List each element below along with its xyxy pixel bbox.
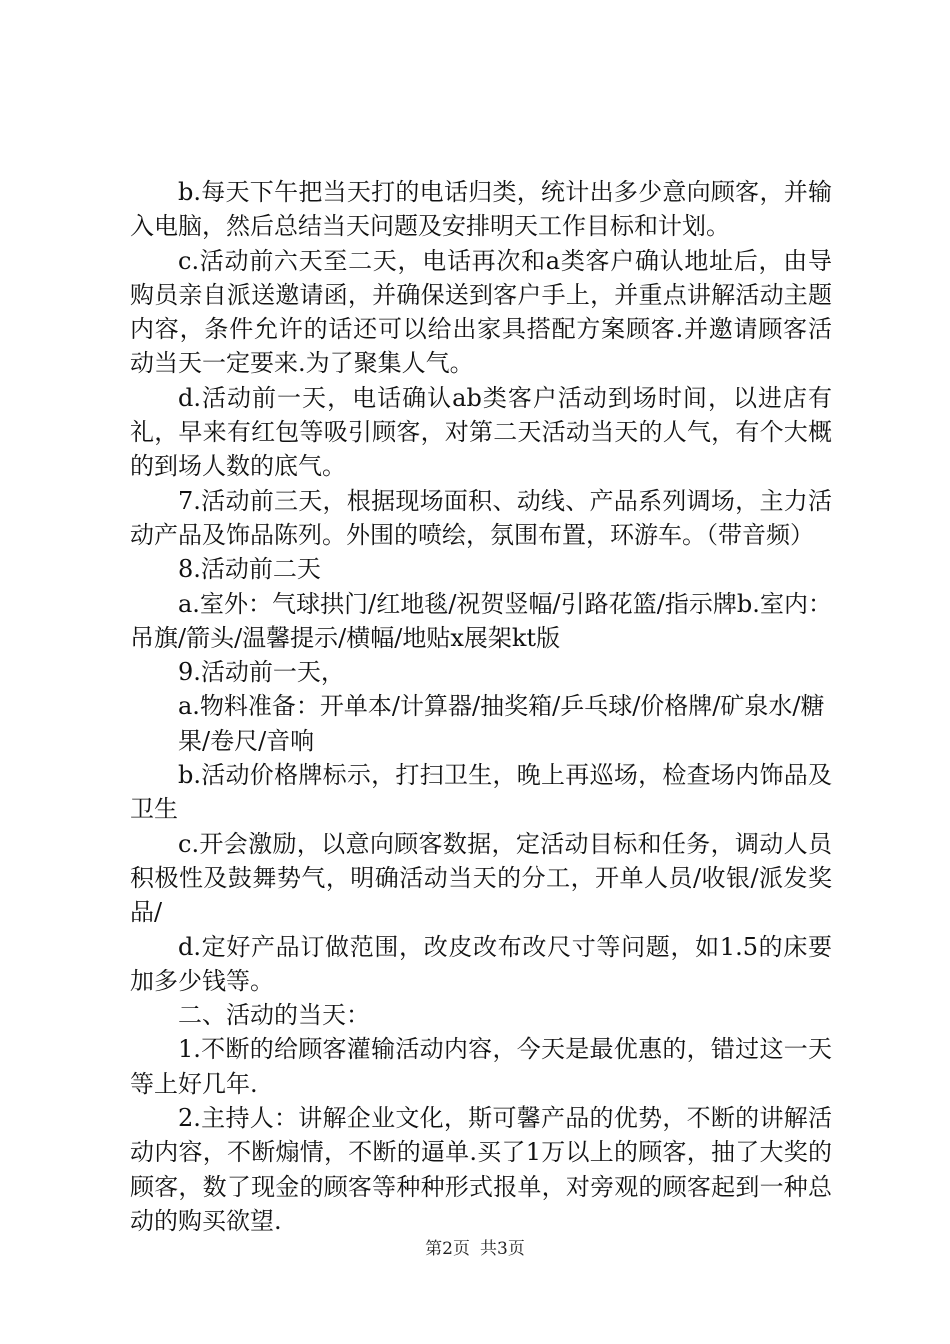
- paragraph-c-meeting: c.开会激励，以意向顾客数据，定活动目标和任务，调动人员积极性及鼓舞势气，明确活动当天的分工，开单人员/收银/派发奖品/: [130, 829, 832, 927]
- paragraph-a-outdoor-indoor: a.室外：气球拱门/红地毯/祝贺竖幅/引路花篮/指示牌b.室内：吊旗/箭头/温馨提示/横幅/地贴x展架kt版: [130, 589, 832, 652]
- paragraph-2-host: 2.主持人：讲解企业文化，斯可馨产品的优势，不断的讲解活动内容，不断煽情，不断的逼单.买了1万以上的顾客，抽了大奖的顾客，数了现金的顾客等种种形式报单，对旁观的顾客起到一种总动的购买欲望.: [130, 1104, 832, 1235]
- paragraph-a-materials: a.物料准备：开单本/计算器/抽奖箱/乒乓球/价格牌/矿泉水/糖: [178, 692, 825, 721]
- paragraph-9-one-day-before: 9.活动前一天，: [178, 658, 345, 687]
- page-number: 第2页: [425, 1239, 470, 1259]
- page-total: 共3页: [480, 1239, 525, 1259]
- section-heading-event-day: 二、活动的当天：: [178, 1001, 370, 1030]
- paragraph-7-three-days-before: 7.活动前三天，根据现场面积、动线、产品系列调场，主力活动产品及饰品陈列。外围的喷绘，氛围布置，环游车。（带音频）: [130, 486, 832, 549]
- paragraph-d-confirm-attendance: d.活动前一天，电话确认ab类客户活动到场时间，以进店有礼，早来有红包等吸引顾客，对第二天活动当天的人气，有个大概的到场人数的底气。: [130, 383, 832, 481]
- paragraph-c-invitation-delivery: c.活动前六天至二天，电话再次和a类客户确认地址后，由导购员亲自派送邀请函，并确保送到客户手上，并重点讲解活动主题内容，条件允许的话还可以给出家具搭配方案顾客.并邀请顾客活动当天一定要来.为了聚集人气。: [130, 246, 832, 378]
- paragraph-materials-continued: 果/卷尺/音响: [178, 726, 315, 755]
- page-footer: [0, 1238, 950, 1260]
- document-body: [130, 175, 832, 1238]
- paragraph-d-custom-range: d.定好产品订做范围，改皮改布改尺寸等问题，如1.5的床要加多少钱等。: [130, 932, 832, 995]
- paragraph-1-promote-content: 1.不断的给顾客灌输活动内容，今天是最优惠的，错过这一天等上好几年.: [130, 1035, 832, 1098]
- paragraph-b-daily-summary: b.每天下午把当天打的电话归类，统计出多少意向顾客，并输入电脑，然后总结当天问题及安排明天工作目标和计划。: [130, 178, 832, 241]
- paragraph-8-two-days-before: 8.活动前二天: [178, 555, 321, 584]
- paragraph-b-price-tags: b.活动价格牌标示，打扫卫生，晚上再巡场，检查场内饰品及卫生: [130, 761, 832, 824]
